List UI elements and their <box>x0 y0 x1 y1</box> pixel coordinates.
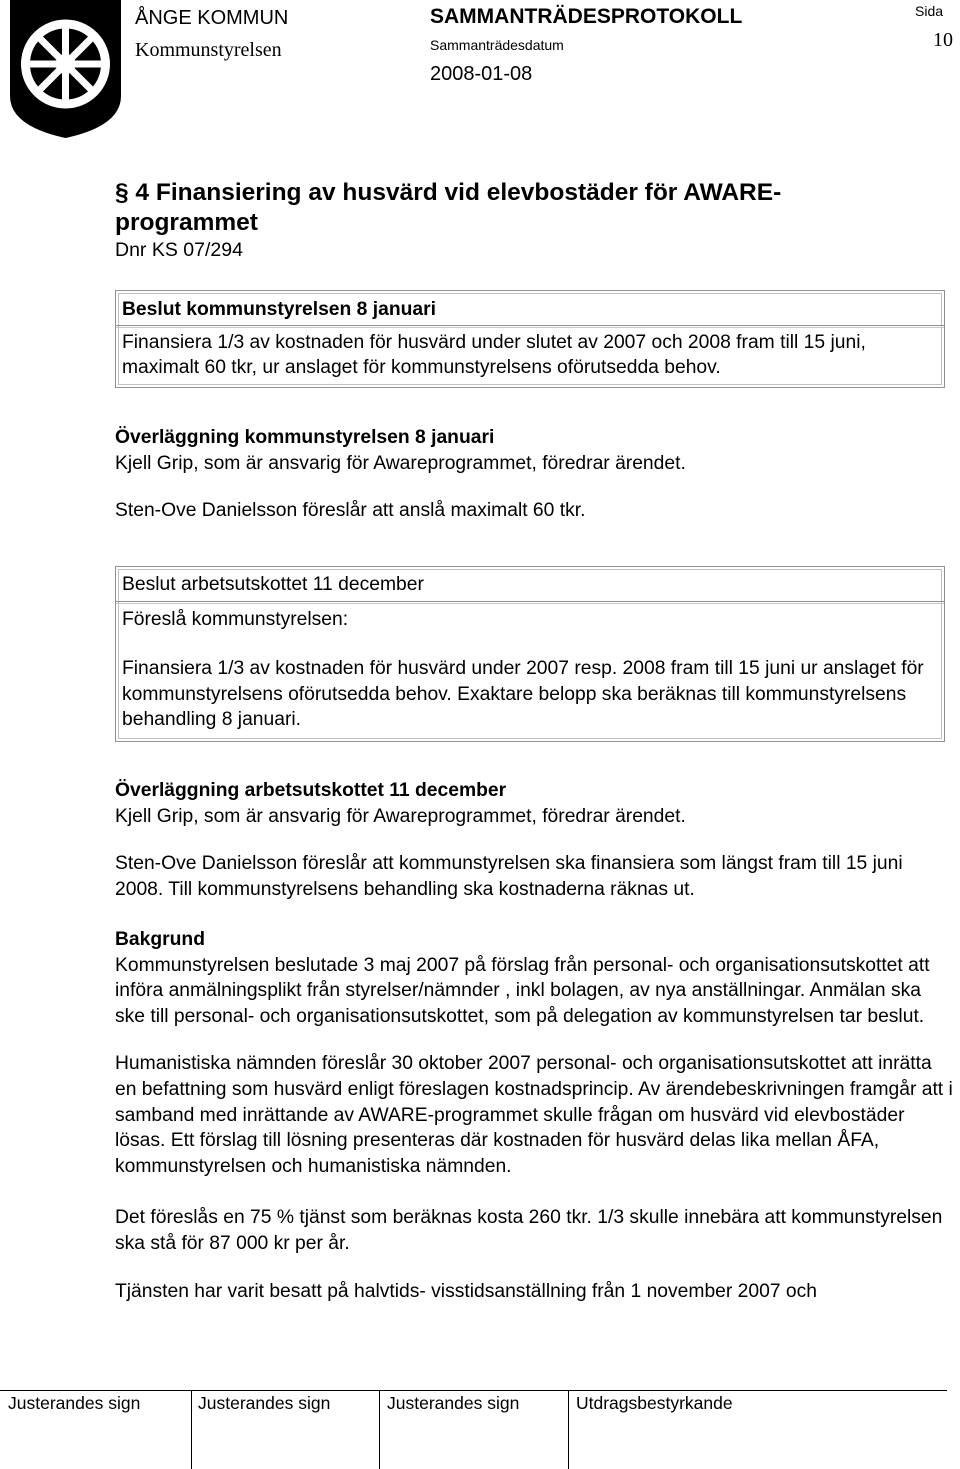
background-paragraph-3: Det föreslås en 75 % tjänst som beräknas kosta 260 tkr. 1/3 skulle innebära att kommunstyrelsen ska stå för 87 000 kr per år. <box>115 1207 943 1254</box>
footer-certification-cell: Utdragsbestyrkande <box>576 1393 733 1413</box>
background-paragraph-1: Kommunstyrelsen beslutade 3 maj 2007 på förslag från personal- och organisationsutskottet att införa anmälningsplikt från styrelser/nämnder , inkl bolagen, av nya anställningar. Anmälan ska ske till personal- och organisationsutskottet, som på delegation av kommunstyrelsen tar beslut. <box>115 954 930 1027</box>
decision-au-heading <box>122 572 940 598</box>
deliberation-au-line2: Sten-Ove Danielsson föreslår att kommunstyrelsen ska finansiera som längst fram till 15 juni 2008. Till kommunstyrelsens behandling ska kostnaderna räknas ut. <box>115 853 903 900</box>
deliberation-ks-line1: Kjell Grip, som är ansvarig för Awareprogrammet, föredrar ärendet. <box>115 452 686 474</box>
decision-ks-heading: Beslut kommunstyrelsen 8 januari <box>122 299 436 320</box>
background-heading: Bakgrund <box>115 929 205 950</box>
page-number: 10 <box>933 29 953 51</box>
deliberation-ks-line2: Sten-Ove Danielsson föreslår att anslå maximalt 60 tkr. <box>115 500 586 522</box>
page-label: Sida <box>915 3 944 19</box>
background-paragraph-2: Humanistiska nämnden föreslår 30 oktober 2007 personal- och organisationsutskottet att inrätta en befattning som husvärd enligt föreslagen kostnadsprincip. Av ärendebeskrivningen framgår att i samband med inrättande av AWARE-programmet skulle frågan om husvärd vid elevbostäder lösas. Ett förslag till lösning presenteras där kostnaden för husvärd delas lika mellan ÅFA, kommunstyrelsen och humanistiska nämnden. <box>115 1053 953 1177</box>
department-name: Kommunstyrelsen <box>135 39 282 61</box>
municipal-logo-icon <box>8 0 123 138</box>
document-type: SAMMANTRÄDESPROTOKOLL <box>430 5 743 28</box>
background-paragraph-4: Tjänsten har varit besatt på halvtids- visstidsanställning från 1 november 2007 och <box>115 1280 818 1302</box>
deliberation-au-line1: Kjell Grip, som är ansvarig för Awareprogrammet, föredrar ärendet. <box>115 805 686 827</box>
decision-au-intro: Föreslå kommunstyrelsen: <box>122 608 349 630</box>
footer-sign-cell-1: Justerandes sign <box>0 1391 192 1469</box>
deliberation-au-heading: Överläggning arbetsutskottet 11 december <box>115 780 507 801</box>
decision-au-text: Finansiera 1/3 av kostnaden för husvärd under 2007 resp. 2008 fram till 15 juni ur anslaget för kommunstyrelsens oförutsedda behov. Exaktare belopp ska beräknas till kommunstyrelsens behandling 8 januari. <box>122 658 924 731</box>
case-number: Dnr KS 07/294 <box>115 239 243 261</box>
section-title: § 4 Finansiering av husvärd vid elevbostäder för AWARE-programmet <box>115 179 782 236</box>
meeting-date-label: Sammanträdesdatum <box>430 37 564 53</box>
deliberation-ks-heading: Överläggning kommunstyrelsen 8 januari <box>115 427 495 448</box>
footer-sign-cell-2: Justerandes sign <box>190 1391 380 1469</box>
decision-au-heading-text: Beslut arbetsutskottet 11 december <box>122 574 424 595</box>
meeting-date: 2008-01-08 <box>430 63 533 85</box>
organization-name: ÅNGE KOMMUN <box>135 7 289 29</box>
footer-sign-cell-3: Justerandes sign <box>379 1391 569 1469</box>
decision-ks-text: Finansiera 1/3 av kostnaden för husvärd under slutet av 2007 och 2008 fram till 15 juni, maximalt 60 tkr, ur anslaget för kommunstyrelsens oförutsedda behov. <box>122 331 866 379</box>
